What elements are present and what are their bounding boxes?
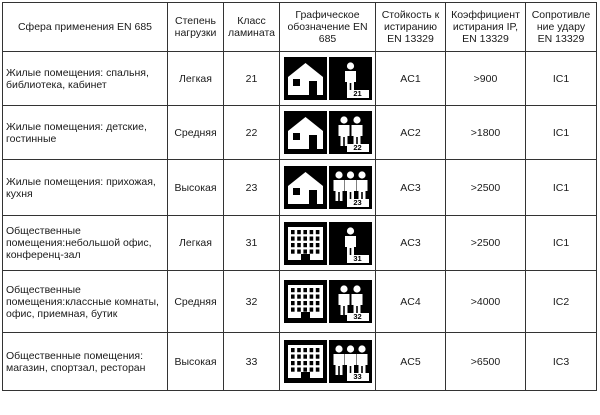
symbol-icons	[280, 340, 375, 383]
cell-sphere: Жилые помещения: спальня, библиотека, кабинет	[3, 52, 168, 106]
cell-load: Средняя	[168, 271, 224, 333]
cell-abrasion: AC2	[376, 106, 446, 160]
symbol-icons	[280, 111, 375, 154]
cell-ip: >1800	[446, 106, 526, 160]
cell-symbol	[280, 333, 376, 391]
cell-sphere: Общественные помещения:небольшой офис, конференц-зал	[3, 216, 168, 271]
cell-impact: IC1	[526, 52, 597, 106]
cell-sphere: Общественные помещения: магазин, спортзал, ресторан	[3, 333, 168, 391]
cell-symbol	[280, 52, 376, 106]
cell-symbol	[280, 216, 376, 271]
cell-load: Высокая	[168, 333, 224, 391]
cell-ip: >6500	[446, 333, 526, 391]
cell-symbol	[280, 106, 376, 160]
house-icon	[284, 111, 327, 154]
cell-ip: >900	[446, 52, 526, 106]
table-row	[3, 106, 597, 160]
cell-class: 32	[224, 271, 280, 333]
cell-symbol	[280, 271, 376, 333]
cell-impact: IC2	[526, 271, 597, 333]
office-building-icon	[284, 340, 327, 383]
header-class: Класс ламината	[224, 3, 280, 52]
cell-class: 23	[224, 160, 280, 216]
symbol-icons	[280, 166, 375, 209]
cell-impact: IC3	[526, 333, 597, 391]
symbol-icons	[280, 222, 375, 265]
cell-sphere: Общественные помещения:классные комнаты, офис, приемная, бутик	[3, 271, 168, 333]
cell-impact: IC1	[526, 160, 597, 216]
cell-ip: >2500	[446, 216, 526, 271]
cell-class: 22	[224, 106, 280, 160]
laminate-class-table	[2, 2, 597, 391]
cell-load: Высокая	[168, 160, 224, 216]
cell-class: 31	[224, 216, 280, 271]
cell-abrasion: AC3	[376, 160, 446, 216]
table-row	[3, 160, 597, 216]
cell-impact: IC1	[526, 106, 597, 160]
header-load: Степень нагрузки	[168, 3, 224, 52]
class-number-tag: 31	[347, 255, 369, 263]
symbol-icons	[280, 280, 375, 323]
cell-impact: IC1	[526, 216, 597, 271]
person-icon	[329, 57, 372, 100]
cell-ip: >4000	[446, 271, 526, 333]
people-icon	[329, 166, 372, 209]
class-number-tag: 33	[347, 373, 369, 381]
class-number-tag: 32	[347, 313, 369, 321]
office-building-icon	[284, 222, 327, 265]
office-building-icon	[284, 280, 327, 323]
cell-class: 33	[224, 333, 280, 391]
cell-abrasion: AC5	[376, 333, 446, 391]
cell-abrasion: AC3	[376, 216, 446, 271]
table-row	[3, 52, 597, 106]
class-number-tag: 22	[347, 144, 369, 152]
cell-sphere: Жилые помещения: прихожая, кухня	[3, 160, 168, 216]
table-row	[3, 216, 597, 271]
house-icon	[284, 57, 327, 100]
laminate-class-table-wrapper	[2, 2, 596, 391]
cell-symbol	[280, 160, 376, 216]
house-icon	[284, 166, 327, 209]
people-icon	[329, 280, 372, 323]
cell-load: Легкая	[168, 52, 224, 106]
header-symbol: Графическое обозначение EN 685	[280, 3, 376, 52]
cell-sphere: Жилые помещения: детские, гостинные	[3, 106, 168, 160]
cell-abrasion: AC1	[376, 52, 446, 106]
people-icon	[329, 111, 372, 154]
cell-ip: >2500	[446, 160, 526, 216]
table-header-row	[3, 3, 597, 52]
cell-abrasion: AC4	[376, 271, 446, 333]
cell-load: Средняя	[168, 106, 224, 160]
table-row	[3, 271, 597, 333]
header-sphere: Сфера применения EN 685	[3, 3, 168, 52]
symbol-icons	[280, 57, 375, 100]
table-row	[3, 333, 597, 391]
header-ip: Коэффициент истирания IP, EN 13329	[446, 3, 526, 52]
header-abrasion: Стойкость к истиранию EN 13329	[376, 3, 446, 52]
header-impact: Сопротивле ние удару EN 13329	[526, 3, 597, 52]
cell-load: Легкая	[168, 216, 224, 271]
person-icon	[329, 222, 372, 265]
class-number-tag: 23	[347, 199, 369, 207]
people-icon	[329, 340, 372, 383]
cell-class: 21	[224, 52, 280, 106]
class-number-tag: 21	[347, 90, 369, 98]
